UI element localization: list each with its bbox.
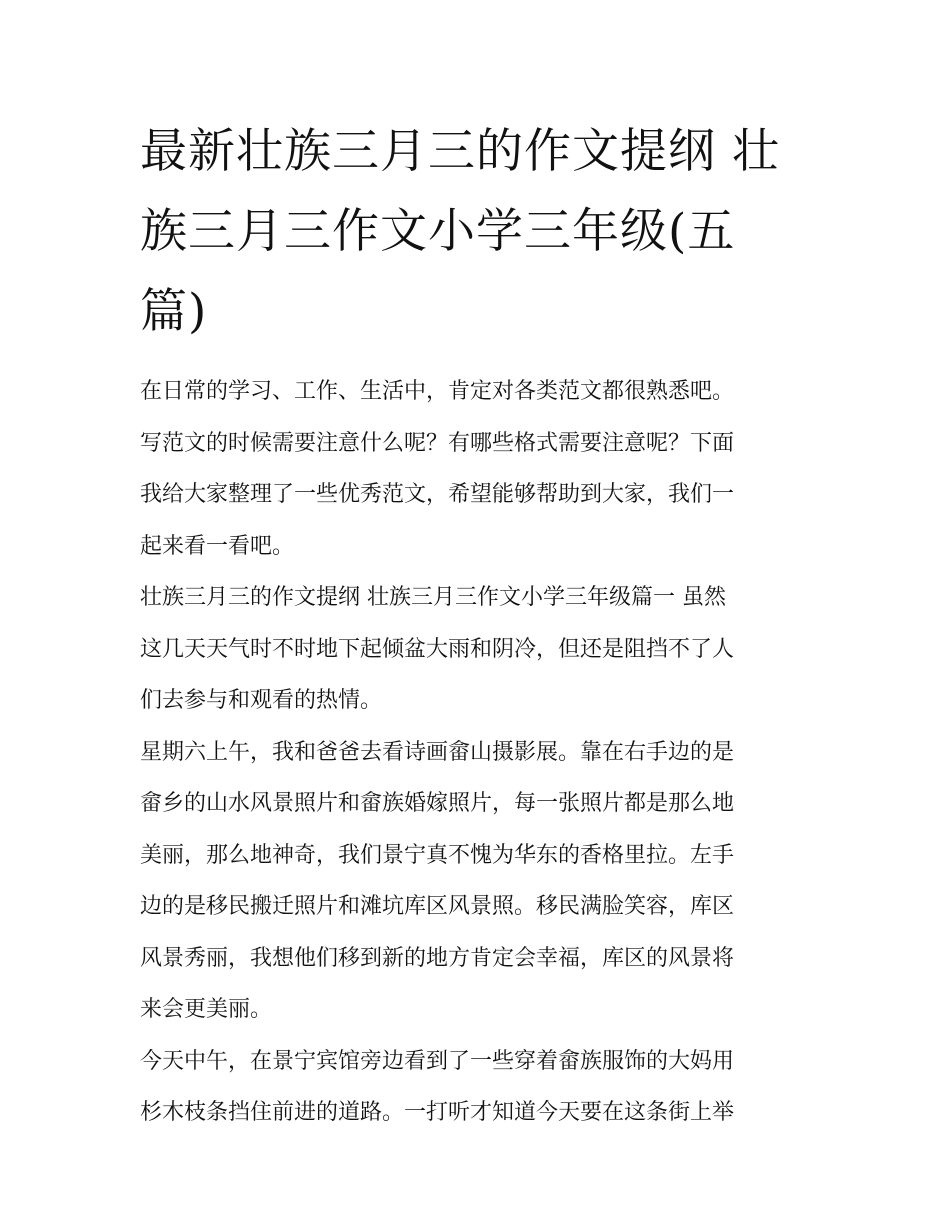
title-line: 篇)	[140, 284, 208, 339]
essay-one-opening-paragraph	[140, 572, 812, 727]
text-line: 边的是移民搬迁照片和滩坑库区风景照。移民满脸笑容，库区	[140, 894, 735, 919]
text-line: 起来看一看吧。	[140, 533, 295, 559]
text-line: 来会更美丽。	[140, 997, 273, 1022]
text-line: 写范文的时候需要注意什么呢？有哪些格式需要注意呢？下面	[140, 430, 735, 456]
text-line: 们去参与和观看的热情。	[140, 688, 383, 713]
text-line: 我给大家整理了一些优秀范文，希望能够帮助到大家，我们一	[140, 482, 735, 507]
document-content	[140, 112, 812, 1139]
text-line: 壮族三月三的作文提纲 壮族三月三作文小学三年级篇一 虽然	[140, 585, 726, 610]
text-line: 风景秀丽，我想他们移到新的地方肯定会幸福，库区的风景将	[140, 945, 735, 971]
text-line: 美丽，那么地神奇，我们景宁真不愧为华东的香格里拉。左手	[140, 842, 735, 868]
text-line: 今天中午，在景宁宾馆旁边看到了一些穿着畲族服饰的大妈用	[140, 1048, 735, 1074]
exhibition-paragraph	[140, 727, 812, 1036]
text-line: 杉木枝条挡住前进的道路。一打听才知道今天要在这条街上举	[140, 1100, 735, 1125]
title-line: 最新壮族三月三的作文提纲 壮	[140, 124, 780, 179]
title-line: 族三月三作文小学三年级(五	[140, 204, 736, 259]
text-line: 畲乡的山水风景照片和畲族婚嫁照片，每一张照片都是那么地	[140, 791, 735, 816]
intro-paragraph	[140, 366, 812, 572]
noon-paragraph	[140, 1036, 812, 1139]
document-title	[140, 112, 812, 352]
text-line: 这几天天气时不时地下起倾盆大雨和阴冷，但还是阻挡不了人	[140, 636, 735, 662]
text-line: 在日常的学习、工作、生活中，肯定对各类范文都很熟悉吧。	[140, 379, 735, 404]
text-line: 星期六上午，我和爸爸去看诗画畲山摄影展。靠在右手边的是	[140, 739, 735, 765]
document-body	[140, 366, 812, 1139]
